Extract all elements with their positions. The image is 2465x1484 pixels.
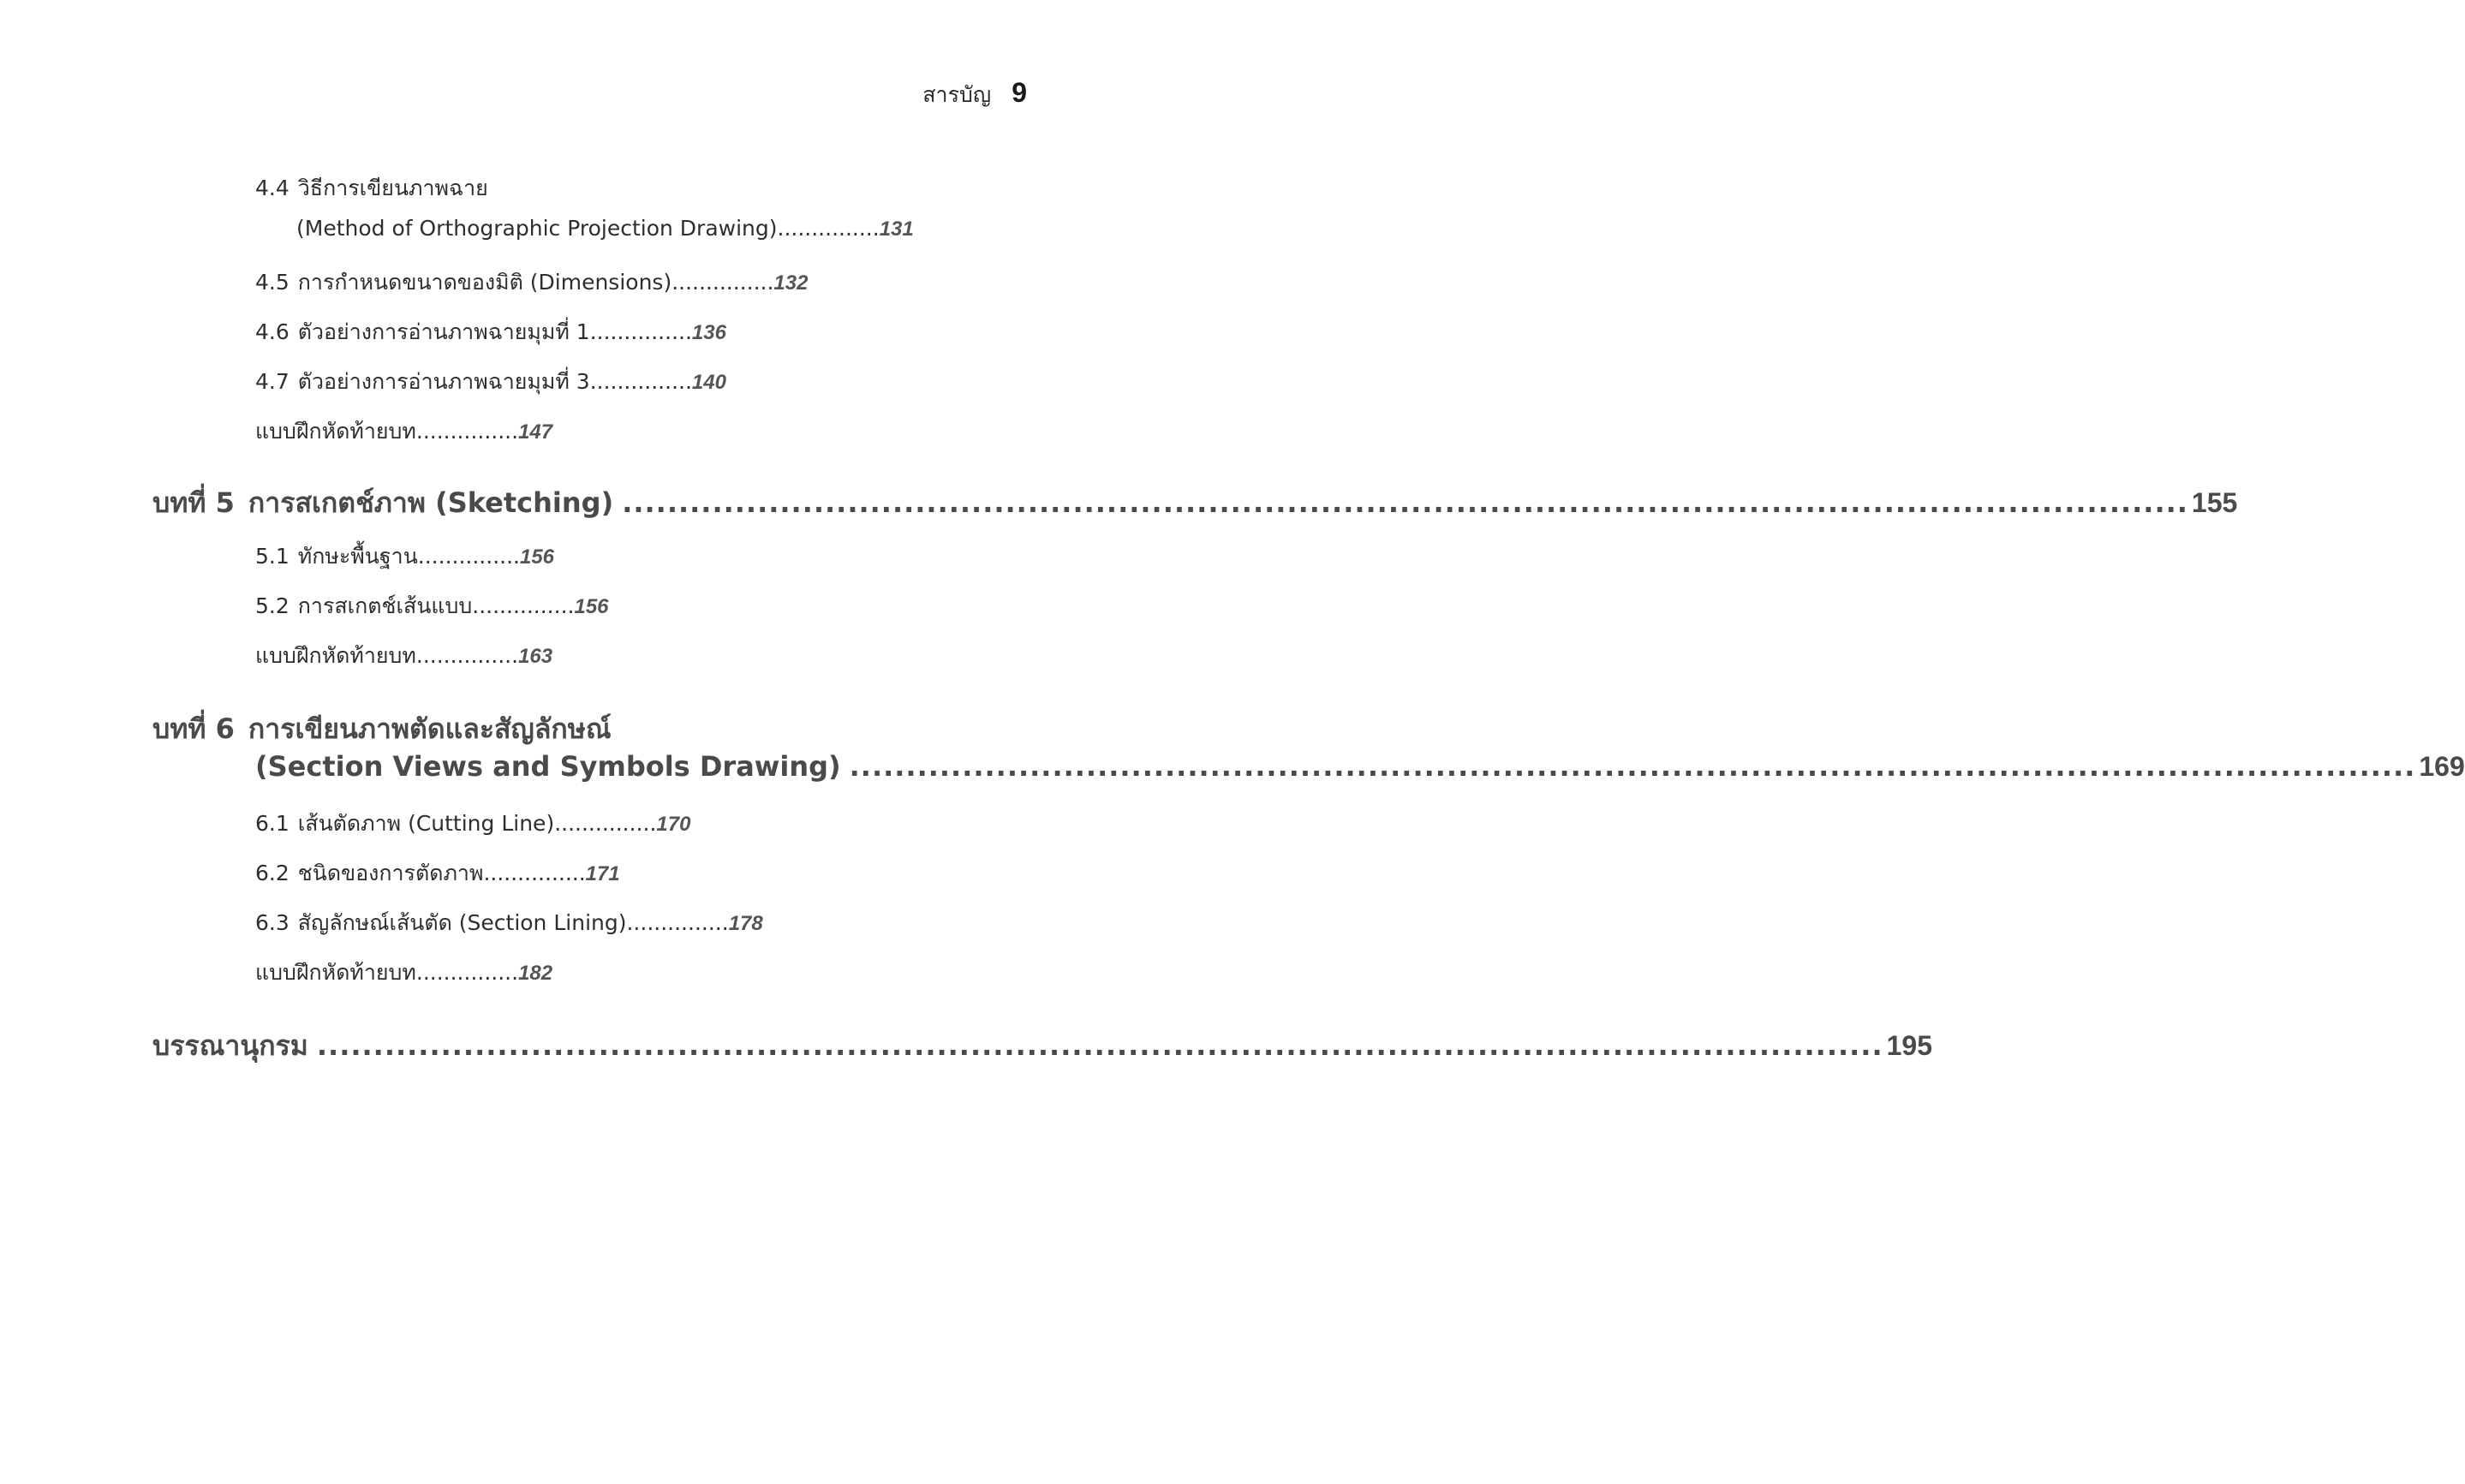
chapter-page: 155 (2191, 487, 2238, 518)
toc-entry-5-1[interactable] (255, 539, 554, 574)
entry-number: 6.3 (255, 910, 289, 935)
entry-number: 4.6 (255, 319, 289, 344)
dot-leader: ............... (417, 544, 520, 569)
entry-page: 140 (691, 371, 726, 394)
dot-leader: ........................................................................................................................................... (849, 750, 2416, 783)
entry-page: 136 (691, 321, 726, 344)
dot-leader: ............... (415, 960, 519, 985)
entry-title: การสเกตช์เส้นแบบ (297, 593, 473, 618)
toc-entry-5-2[interactable] (255, 589, 609, 623)
dot-leader: ............... (554, 811, 657, 836)
toc-entry-exercises-6[interactable] (255, 956, 552, 990)
entry-title: การกำหนดขนาดของมิติ (Dimensions) (297, 270, 672, 295)
dot-leader: ............... (589, 319, 692, 344)
entry-number: 4.4 (255, 176, 289, 200)
entry-page: 131 (879, 218, 914, 241)
entry-title: สัญลักษณ์เส้นตัด (Section Lining) (297, 910, 627, 935)
entry-number: 5.1 (255, 544, 289, 569)
toc-chapter-6-cont[interactable] (255, 750, 2465, 783)
toc-entry-4-7[interactable] (255, 365, 726, 399)
dot-leader: ............... (415, 419, 519, 444)
entry-title: แบบฝึกหัดท้ายบท (255, 643, 416, 668)
toc-chapter-6[interactable] (152, 707, 1026, 751)
toc-entry-6-3[interactable] (255, 906, 763, 940)
chapter-page: 195 (1886, 1030, 1932, 1061)
chapter-title: การสเกตช์ภาพ (Sketching) (248, 486, 614, 519)
page-number: 9 (1012, 77, 1027, 108)
toc-entry-4-5[interactable] (255, 265, 808, 300)
chapter-page: 169 (2419, 751, 2465, 782)
toc-chapter-5[interactable] (152, 481, 2238, 525)
entry-page: 171 (585, 862, 620, 885)
dot-leader: ........................................................................................................................................... (622, 486, 2188, 519)
entry-title: ตัวอย่างการอ่านภาพฉายมุมที่ 3 (297, 369, 590, 394)
toc-bibliography[interactable] (152, 1024, 1932, 1068)
chapter-title: การเขียนภาพตัดและสัญลักษณ์ (248, 712, 612, 745)
dot-leader: ........................................................................................................................................... (316, 1029, 1883, 1062)
entry-page: 156 (519, 545, 555, 569)
entry-page: 132 (773, 271, 809, 295)
entry-number: 4.5 (255, 270, 289, 295)
toc-entry-exercises-5[interactable] (255, 639, 552, 673)
entry-title: แบบฝึกหัดท้ายบท (255, 960, 416, 985)
running-head (922, 77, 1027, 112)
chapter-title: (Section Views and Symbols Drawing) (255, 750, 841, 783)
chapter-label: บทที่ 6 (152, 712, 235, 745)
toc-entry-6-2[interactable] (255, 856, 620, 891)
entry-number: 5.2 (255, 593, 289, 618)
dot-leader: ............... (671, 270, 774, 295)
entry-page: 182 (518, 962, 553, 985)
entry-page: 147 (518, 420, 553, 444)
dot-leader: ............... (472, 593, 575, 618)
dot-leader: ............... (589, 369, 692, 394)
toc-entry-exercises-4[interactable] (255, 414, 552, 449)
entry-title: (Method of Orthographic Projection Drawing) (296, 216, 778, 241)
toc-entry-4-4[interactable] (255, 171, 488, 206)
entry-page: 163 (518, 645, 553, 668)
dot-leader: ............... (415, 643, 519, 668)
chapter-label: บทที่ 5 (152, 486, 235, 519)
entry-page: 170 (656, 813, 691, 836)
running-title: สารบัญ (922, 82, 992, 107)
entry-title: เส้นตัดภาพ (Cutting Line) (297, 811, 555, 836)
entry-number: 6.1 (255, 811, 289, 836)
entry-title: แบบฝึกหัดท้ายบท (255, 419, 416, 444)
dot-leader: ............... (777, 216, 880, 241)
entry-number: 4.7 (255, 369, 289, 394)
entry-title: ทักษะพื้นฐาน (297, 544, 418, 569)
entry-title: ชนิดของการตัดภาพ (297, 861, 484, 885)
entry-page: 156 (574, 595, 609, 618)
toc-entry-6-1[interactable] (255, 807, 690, 841)
entry-title: ตัวอย่างการอ่านภาพฉายมุมที่ 1 (297, 319, 590, 344)
chapter-title: บรรณานุกรม (152, 1029, 308, 1062)
toc-entry-4-4-cont[interactable] (296, 216, 914, 241)
dot-leader: ............... (626, 910, 729, 935)
dot-leader: ............... (483, 861, 586, 885)
entry-number: 6.2 (255, 861, 289, 885)
entry-title: วิธีการเขียนภาพฉาย (297, 176, 488, 200)
toc-entry-4-6[interactable] (255, 315, 726, 349)
entry-page: 178 (728, 912, 763, 935)
